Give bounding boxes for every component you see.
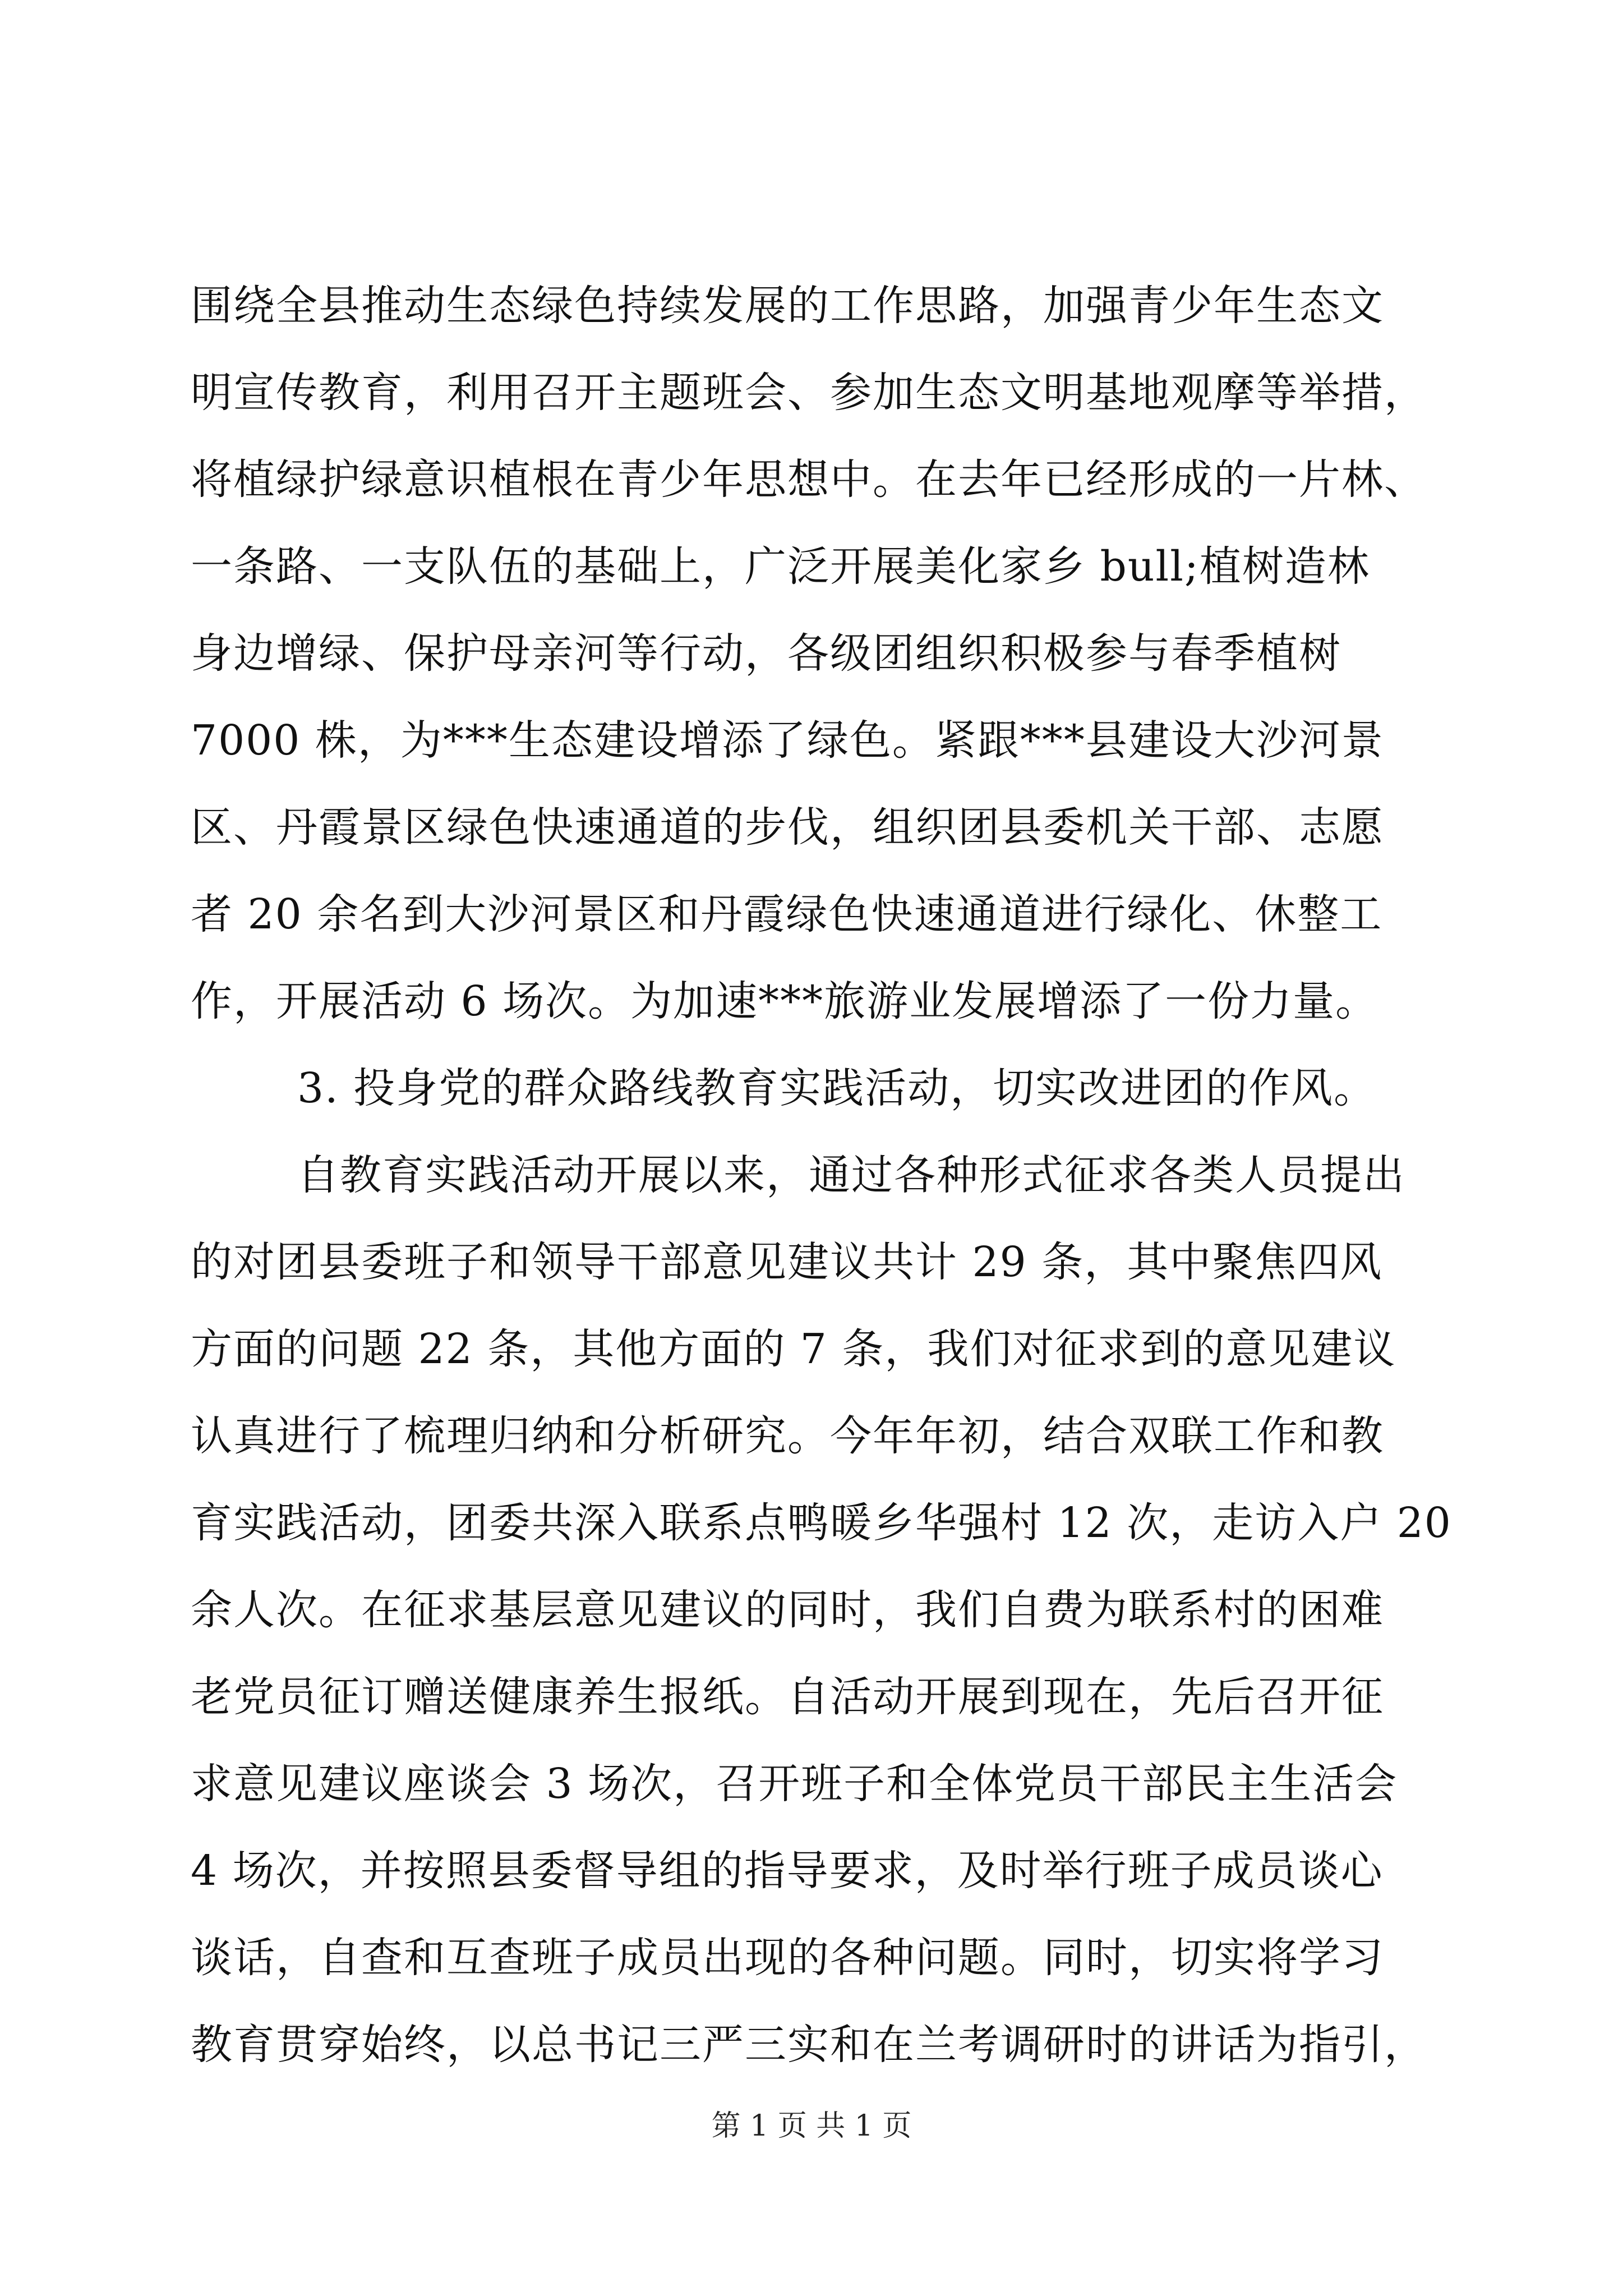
- text-line-1: 围绕全县推动生态绿色持续发展的工作思路，加强青少年生态文: [191, 282, 1384, 330]
- text-line-18: 求意见建议座谈会 3 场次，召开班子和全体党员干部民主生活会: [191, 1760, 1398, 1808]
- text-line-7: 区、丹霞景区绿色快速通道的步伐，组织团县委机关干部、志愿: [191, 803, 1384, 852]
- text-line-6: 7000 株，为***生态建设增添了绿色。紧跟***县建设大沙河景: [191, 716, 1384, 765]
- text-line-4: 一条路、一支队伍的基础上，广泛开展美化家乡 bull;植树造林: [191, 542, 1370, 591]
- text-line-12: 的对团县委班子和领导干部意见建议共计 29 条，其中聚焦四风: [191, 1238, 1383, 1286]
- text-line-3: 将植绿护绿意识植根在青少年思想中。在去年已经形成的一片林、: [191, 455, 1427, 504]
- page-footer: 第 1 页 共 1 页: [711, 2109, 912, 2143]
- text-line-13: 方面的问题 22 条，其他方面的 7 条，我们对征求到的意见建议: [191, 1325, 1396, 1373]
- text-line-8: 者 20 余名到大沙河景区和丹霞绿色快速通道进行绿化、休整工: [191, 890, 1383, 938]
- text-line-19: 4 场次，并按照县委督导组的指导要求，及时举行班子成员谈心: [191, 1847, 1384, 1895]
- text-line-16: 余人次。在征求基层意见建议的同时，我们自费为联系村的困难: [191, 1586, 1384, 1634]
- text-line-14: 认真进行了梳理归纳和分析研究。今年年初，结合双联工作和教: [191, 1412, 1384, 1460]
- text-line-21: 教育贯穿始终，以总书记三严三实和在兰考调研时的讲话为指引，: [191, 2021, 1427, 2069]
- section-heading: 3. 投身党的群众路线教育实践活动，切实改进团的作风。: [297, 1064, 1377, 1112]
- text-line-11: 自教育实践活动开展以来，通过各种形式征求各类人员提出: [297, 1151, 1405, 1199]
- text-line-9: 作，开展活动 6 场次。为加速***旅游业发展增添了一份力量。: [191, 977, 1378, 1025]
- text-line-17: 老党员征订赠送健康养生报纸。自活动开展到现在，先后召开征: [191, 1673, 1384, 1721]
- text-line-5: 身边增绿、保护母亲河等行动，各级团组织积极参与春季植树: [191, 629, 1341, 678]
- text-line-20: 谈话，自查和互查班子成员出现的各种问题。同时，切实将学习: [191, 1934, 1384, 1982]
- text-line-15: 育实践活动，团委共深入联系点鸭暖乡华强村 12 次，走访入户 20: [191, 1499, 1452, 1547]
- text-line-2: 明宣传教育，利用召开主题班会、参加生态文明基地观摩等举措，: [191, 369, 1427, 417]
